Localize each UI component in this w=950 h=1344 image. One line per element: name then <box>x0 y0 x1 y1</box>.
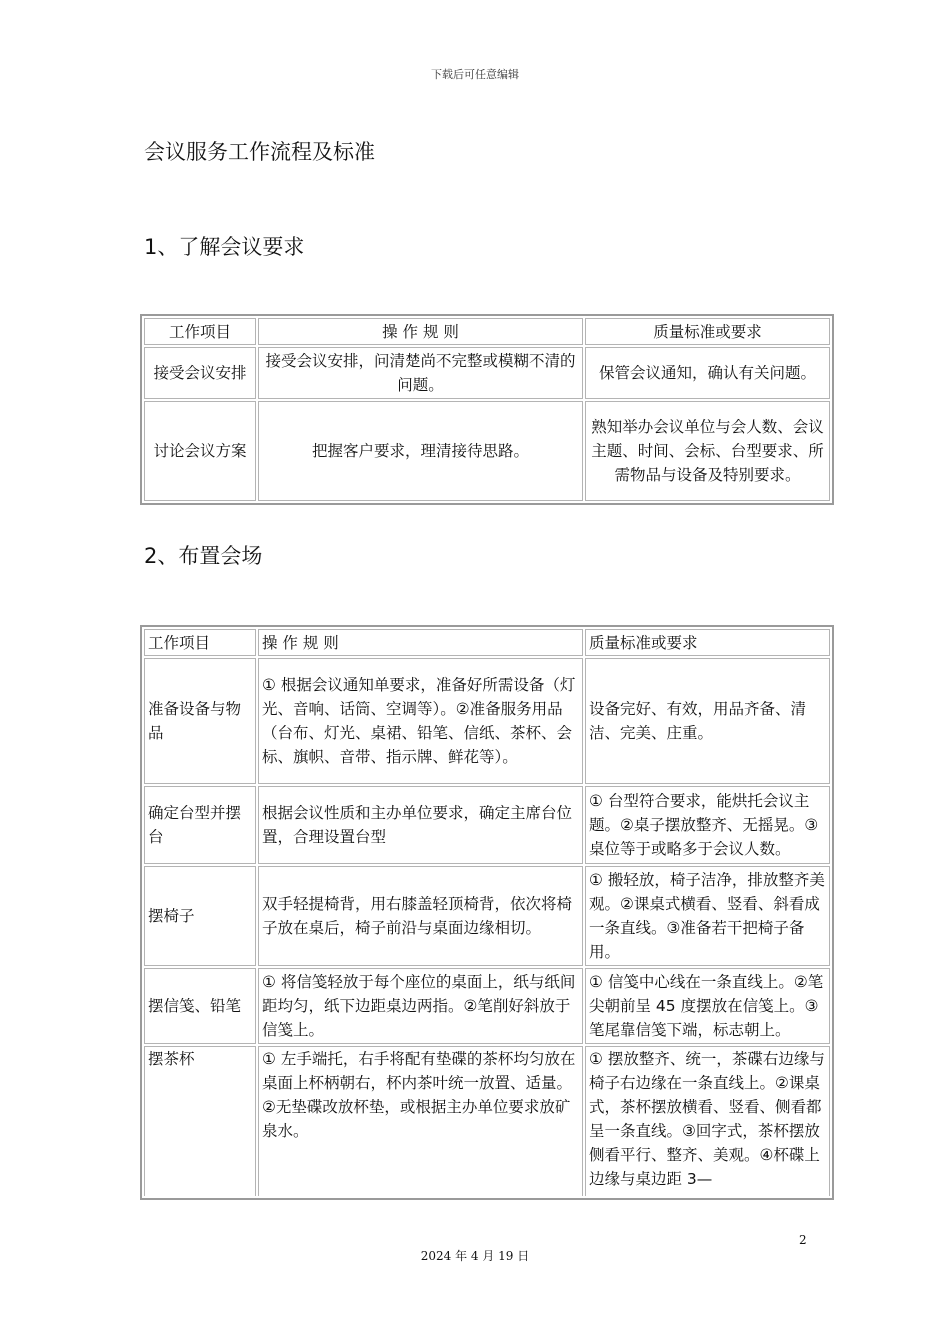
row-standard: ① 摆放整齐、统一，茶碟右边缘与椅子右边缘在一条直线上。②课桌式，茶杯摆放横看、竖看、侧看都呈一条直线。③回字式，茶杯摆放侧看平行、整齐、美观。④杯碟上边缘与桌边距 3— <box>585 1046 830 1196</box>
table-header-row <box>144 318 830 345</box>
header-note: 下载后可任意编辑 <box>431 68 519 81</box>
row-rule: 根据会议性质和主办单位要求，确定主席台位置，合理设置台型 <box>258 786 583 864</box>
document-title: 会议服务工作流程及标准 <box>144 140 375 164</box>
table-row <box>144 968 830 1044</box>
row-rule: ① 将信笺轻放于每个座位的桌面上，纸与纸间距均匀，纸下边距桌边两指。②笔削好斜放于信笺上。 <box>258 968 583 1044</box>
row-standard: ① 台型符合要求，能烘托会议主题。②桌子摆放整齐、无摇晃。③桌位等于或略多于会议人数。 <box>585 786 830 864</box>
requirements-table <box>140 314 834 505</box>
header-cell-rule: 操 作 规 则 <box>258 629 583 656</box>
row-item: 准备设备与物品 <box>144 658 256 784</box>
row-item: 确定台型并摆台 <box>144 786 256 864</box>
row-standard: ① 搬轻放，椅子洁净，排放整齐美观。②课桌式横看、竖看、斜看成一条直线。③准备若干把椅子备用。 <box>585 866 830 966</box>
table-row <box>144 658 830 784</box>
row-rule: ① 根据会议通知单要求，准备好所需设备（灯光、音响、话筒、空调等）。②准备服务用品（台布、灯光、桌裙、铅笔、信纸、茶杯、会标、旗帜、音带、指示牌、鲜花等）。 <box>258 658 583 784</box>
row-item: 接受会议安排 <box>144 347 256 399</box>
section-2-heading: 2、布置会场 <box>144 544 263 568</box>
header-cell-standard: 质量标准或要求 <box>585 318 830 345</box>
venue-setup-table <box>140 625 834 1200</box>
row-item: 摆信笺、铅笔 <box>144 968 256 1044</box>
page-number: 2 <box>799 1233 807 1247</box>
row-standard: 设备完好、有效，用品齐备、清洁、完美、庄重。 <box>585 658 830 784</box>
row-rule: 把握客户要求，理清接待思路。 <box>258 401 583 501</box>
header-cell-rule: 操 作 规 则 <box>258 318 583 345</box>
row-item: 摆椅子 <box>144 866 256 966</box>
table-row <box>144 347 830 399</box>
row-standard: ① 信笺中心线在一条直线上。②笔尖朝前呈 45 度摆放在信笺上。③笔尾靠信笺下端，标志朝上。 <box>585 968 830 1044</box>
table-row <box>144 866 830 966</box>
table-row <box>144 401 830 501</box>
footer-date: 2024 年 4 月 19 日 <box>420 1249 530 1263</box>
row-item: 讨论会议方案 <box>144 401 256 501</box>
table-row <box>144 786 830 864</box>
row-rule: 接受会议安排，问清楚尚不完整或模糊不清的问题。 <box>258 347 583 399</box>
row-standard: 熟知举办会议单位与会人数、会议主题、时间、会标、台型要求、所需物品与设备及特别要求。 <box>585 401 830 501</box>
row-rule: ① 左手端托，右手将配有垫碟的茶杯均匀放在桌面上杯柄朝右，杯内茶叶统一放置、适量。②无垫碟改放杯垫，或根据主办单位要求放矿泉水。 <box>258 1046 583 1196</box>
row-item: 摆茶杯 <box>144 1046 256 1196</box>
row-standard: 保管会议通知，确认有关问题。 <box>585 347 830 399</box>
section-1-heading: 1、了解会议要求 <box>144 235 305 259</box>
header-cell-standard: 质量标准或要求 <box>585 629 830 656</box>
table-row <box>144 1046 830 1196</box>
header-cell-item: 工作项目 <box>144 629 256 656</box>
table-header-row <box>144 629 830 656</box>
header-cell-item: 工作项目 <box>144 318 256 345</box>
row-rule: 双手轻提椅背，用右膝盖轻顶椅背，依次将椅子放在桌后，椅子前沿与桌面边缘相切。 <box>258 866 583 966</box>
